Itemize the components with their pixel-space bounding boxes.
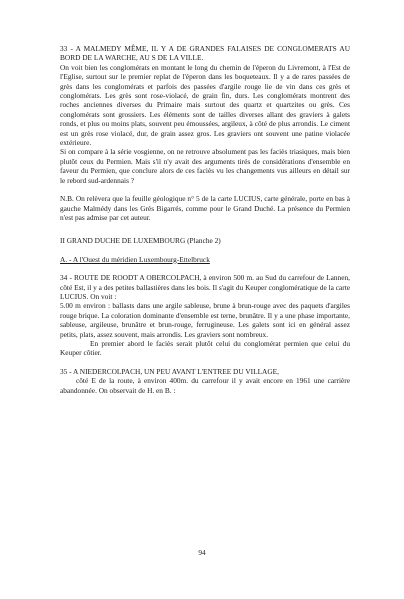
section-34-heading: 34 - ROUTE DE ROODT A OBERCOLPACH, à environ 500 m. au Sud du carrefour de Lannen, côté Est, il y a des petites ballastières dans les bois. Il s'agit du Keuper conglomératique de la carte LUCIUS. On voit : <box>60 273 350 301</box>
section-35-paragraph-1: côté E de la route, à environ 400m. du carrefour il y avait encore en 1961 une carrière abandonnée. On observait de H. en B. : <box>60 376 350 395</box>
section-33-heading: 33 - A MALMEDY MÊME, IL Y A DE GRANDES FALAISES DE CONGLOMERATS AU BORD DE LA WARCHE, AU S DE LA VILLE. <box>60 44 350 63</box>
document-page <box>60 44 350 395</box>
part-2-heading: II GRAND DUCHE DE LUXEMBOURG (Planche 2) <box>60 236 221 246</box>
section-34-paragraph-2: En premier abord le faciès serait plutôt celui du conglomérat permien que celui du Keuper côtier. <box>60 338 350 358</box>
section-33-paragraph-2: Si on compare à la série vosgienne, on ne retrouve absolument pas les faciès triasiques, mais bien plutôt ceux du Permien. Mais s'il n'y avait des arguments tirés de considérations d'ensemble en faveur du Permien, que conclure alors de ces faciès vu les changements vus ailleurs en détail sur le rebord sud-ardennais ? <box>60 147 350 185</box>
page-number: 94 <box>198 548 206 557</box>
section-34-paragraph-1: 5.00 m environ : ballasts dans une argile sableuse, brune à brun-rouge avec des paquets d'argiles rouge brique. La coloration dominante d'ensemble est terne, brunâtre. Il y a une phase importante, sableuse, argileuse, brunâtre et brun-rouge, ferrugineuse. Les galets sont ici en général assez petits, plats, assez souvent, mais arrondis. Les graviers sont nombreux. <box>60 301 350 339</box>
section-33-paragraph-1: On voit bien les conglomérats en montant le long du chemin de l'éperon du Livremont, à l'Est de l'Eglise, surtout sur le premier replat de l'éperon dans les boqueteaux. Il y a de rares passées de grès dans les conglomérats et parfois des passées d'argile rouge lie de vin dans ces grès et conglomérats. Les grès sont rose-violacé, de grain fin, durs. Les conglomérats montrent des roches anciennes diverses du Primaire mais surtout des quartz et quartzites ou grès. Ces conglomérats sont grossiers. Les éléments sont de tailles diverses allant des graviers à galets ronds, et plus ou moins plats, souvent peu émoussées, argileux, à côté de plus arrondis. Le ciment est un grès rose violacé, dur, de grain assez gros. Les graviers ont souvent une patine violacée extérieure. <box>60 62 350 148</box>
nota-bene: N.B. On relèvera que la feuille géologique n° 5 de la carte LUCIUS, carte générale, porte en bas à gauche Malmédy dans les Grès Bigarrés, comme pour le Grand Duché. La présence du Permien n'est pas admise par cet auteur. <box>60 194 350 222</box>
section-35-heading: 35 - A NIEDERCOLPACH, UN PEU AVANT L'ENTREE DU VILLAGE, <box>60 366 279 376</box>
part-2-subheading: A. - A l'Ouest du méridien Luxembourg-Ettelbruck <box>60 254 210 264</box>
